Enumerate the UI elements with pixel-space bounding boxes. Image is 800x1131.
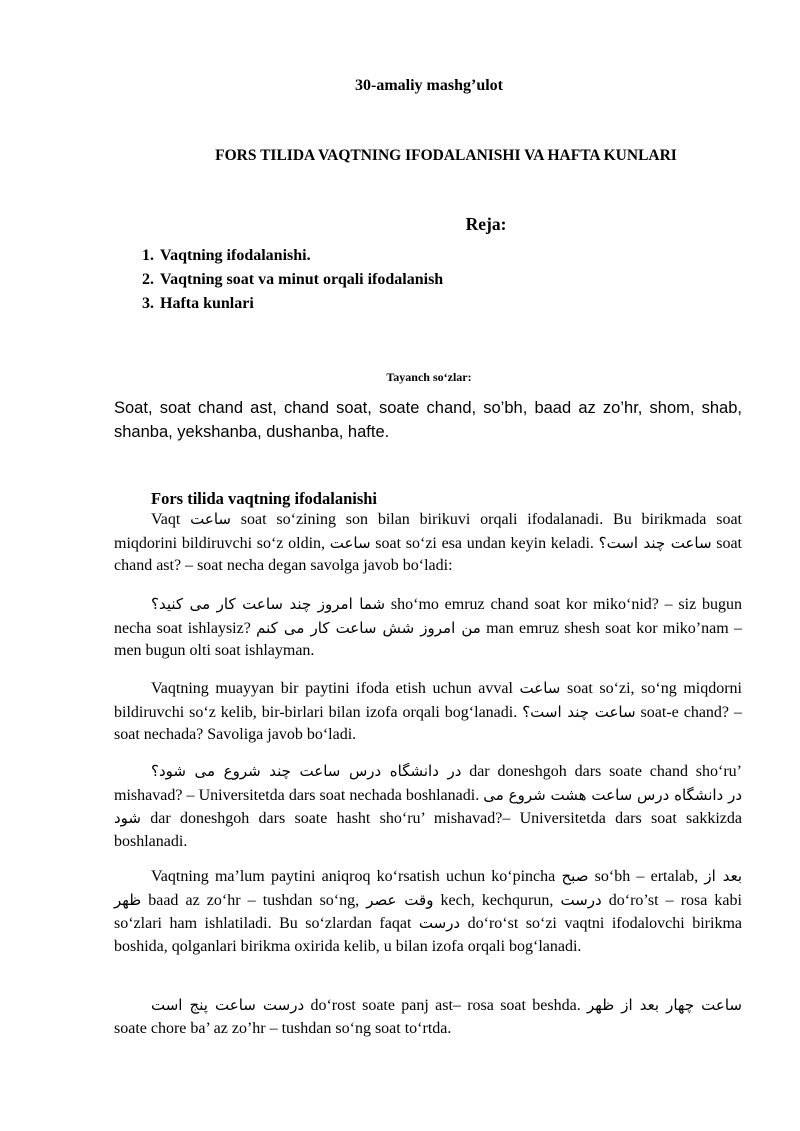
persian-word: ساعت [329, 533, 371, 552]
persian-word: درست [418, 914, 461, 932]
paragraph-3: Vaqtning muayyan bir paytini ifoda etish uchun avval ساعت soat so‘zi, so‘ng miqdorni bildiruvchi so‘z kelib, bir-birlari bilan izofa orqali bog‘lanadi. ساعت چند است؟ soat-e chand? – soat nechada? Savoliga javob bo‘ladi. [114, 679, 742, 743]
paragraph-2: شما امروز چند ساعت کار می کنید؟ sho‘mo emruz chand soat kor miko‘nid? – siz bugun necha soat ishlaysiz? من امروز شش ساعت کار می کنم man emruz shesh soat kor miko’nam – men bugun olti soat ishlayman. [114, 595, 742, 659]
paragraph-5: Vaqtning ma’lum paytini aniqroq ko‘rsatish uchun ko‘pincha صبح so‘bh – ertalab, بعد از ظهر baad az zo‘hr – tushdan so‘ng, وقت عصر kech, kechqurun, درست do‘ro’st – rosa kabi so‘zlari ham ishlatiladi. Bu so‘zlardan faqat درست do‘ro‘st so‘zi vaqtni ifodalovchi birikma boshida, qolganlari birikma oxirida kelib, u bilan izofa orqali bog‘lanadi. [114, 867, 743, 955]
persian-phrase: در دانشگاه درس ساعت چند شروع می شود؟ [151, 762, 462, 780]
plan-list [120, 244, 443, 316]
persian-phrase: ساعت چند است؟ [598, 533, 712, 552]
plan-item: 1. Vaqtning ifodalanishi. [158, 244, 443, 268]
paragraph-4: در دانشگاه درس ساعت چند شروع می شود؟ dar doneshgoh dars soate chand sho‘ru’ mishavad? – Universitetda dars soat nechada boshlanadi. در دانشگاه درس ساعت هشت شروع می شود dar doneshgoh dars soate hasht sho‘ru’ mishavad?– Universitetda dars soat sakkizda boshlanadi. [114, 762, 743, 850]
persian-phrase: درست ساعت پنج است [151, 996, 305, 1014]
persian-phrase: در دانشگاه درس ساعت هشت شروع می شود [114, 785, 743, 827]
persian-phrase: شما امروز چند ساعت کار می کنید؟ [151, 595, 386, 613]
document-title: FORS TILIDA VAQTNING IFODALANISHI VA HAFTA KUNLARI [215, 147, 677, 164]
keywords-text: Soat, soat chand ast, chand soat, soate chand, so’bh, baad az zo’hr, shom, shab, shanba, yekshanba, dushanba, hafte. [114, 399, 742, 441]
plan-item: 3. Hafta kunlari [158, 292, 443, 316]
persian-word: درست [560, 890, 602, 909]
paragraph-6: درست ساعت پنج است do‘rost soate panj ast– rosa soat beshda. ساعت چهار بعد از ظهر soate chore ba’ az zo’hr – tushdan so‘ng soat to‘rtda. [114, 996, 742, 1037]
section-heading: Fors tilida vaqtning ifodalanishi [151, 489, 378, 508]
paragraph-1: Vaqt ساعت soat so‘zining son bilan birikuvi orqali ifodalanadi. Bu birikmada soat miqdorini bildiruvchi so‘z oldin, ساعت soat so‘zi esa undan keyin keladi. ساعت چند است؟ soat chand ast? – soat necha degan savolga javob bo‘ladi: [114, 510, 743, 574]
lesson-number: 30-amaliy mashg’ulot [355, 77, 503, 94]
plan-heading: Reja: [465, 214, 507, 234]
plan-item: 2. Vaqtning soat va minut orqali ifodalanish [158, 268, 443, 292]
persian-phrase: من امروز شش ساعت کار می کنم [256, 618, 481, 637]
persian-word: ساعت [190, 510, 231, 528]
keywords-heading: Tayanch so‘zlar: [386, 370, 472, 384]
persian-phrase: ساعت چند است؟ [522, 702, 636, 721]
persian-word: صبح [561, 867, 589, 885]
persian-phrase: بعد از ظهر [114, 867, 743, 909]
persian-phrase: ساعت چهار بعد از ظهر [587, 996, 742, 1014]
persian-phrase: وقت عصر [366, 890, 434, 909]
persian-word: ساعت [519, 679, 561, 697]
